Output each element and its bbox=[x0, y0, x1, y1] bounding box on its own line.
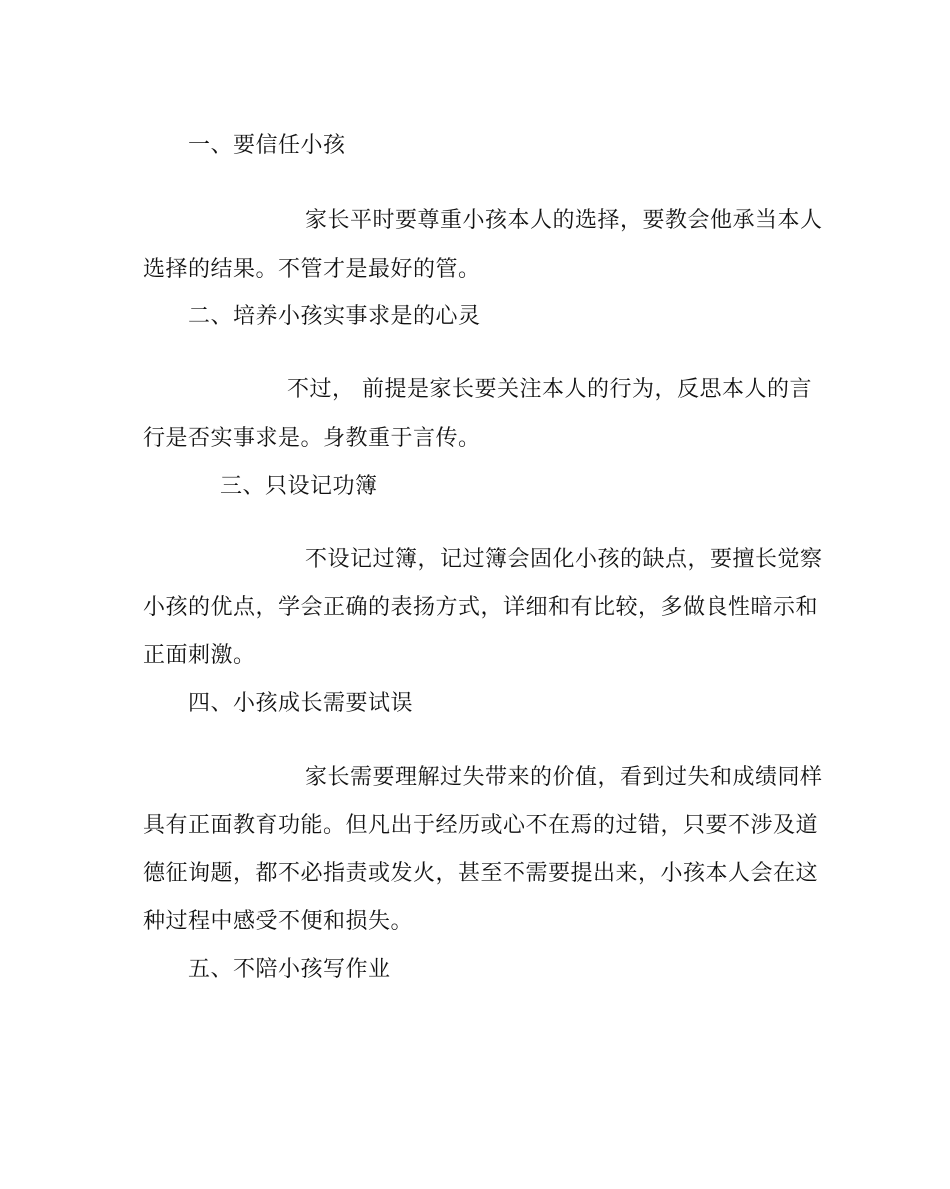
section-3-paragraph-line-3: 正面刺激。 bbox=[143, 643, 256, 668]
section-1-paragraph-line-2: 选择的结果。不管才是最好的管。 bbox=[143, 257, 481, 282]
section-2-heading: 二、培养小孩实事求是的心灵 bbox=[188, 304, 481, 329]
section-4-paragraph-line-2: 具有正面教育功能。但凡出于经历或心不在焉的过错，只要不涉及道 bbox=[143, 813, 819, 838]
section-2-paragraph-line-2: 行是否实事求是。身教重于言传。 bbox=[143, 426, 481, 451]
section-5-heading: 五、不陪小孩写作业 bbox=[188, 957, 391, 982]
section-3-heading: 三、只设记功簿 bbox=[220, 474, 378, 499]
section-4-paragraph-line-3: 德征询题，都不必指责或发火，甚至不需要提出来，小孩本人会在这 bbox=[143, 861, 819, 886]
section-4-heading: 四、小孩成长需要试误 bbox=[188, 691, 414, 716]
section-3-paragraph-line-1: 不设记过簿，记过簿会固化小孩的缺点，要擅长觉察 bbox=[305, 547, 823, 572]
section-4-paragraph-line-1: 家长需要理解过失带来的价值，看到过失和成绩同样 bbox=[305, 765, 823, 790]
section-2-paragraph-line-1: 不过， 前提是家长要关注本人的行为，反思本人的言 bbox=[287, 377, 812, 402]
section-4-paragraph-line-4: 种过程中感受不便和损失。 bbox=[143, 909, 414, 934]
section-1-paragraph-line-1: 家长平时要尊重小孩本人的选择，要教会他承当本人 bbox=[305, 208, 823, 233]
section-3-paragraph-line-2: 小孩的优点，学会正确的表扬方式，详细和有比较，多做良性暗示和 bbox=[143, 595, 819, 620]
section-1-heading: 一、要信任小孩 bbox=[188, 133, 346, 158]
